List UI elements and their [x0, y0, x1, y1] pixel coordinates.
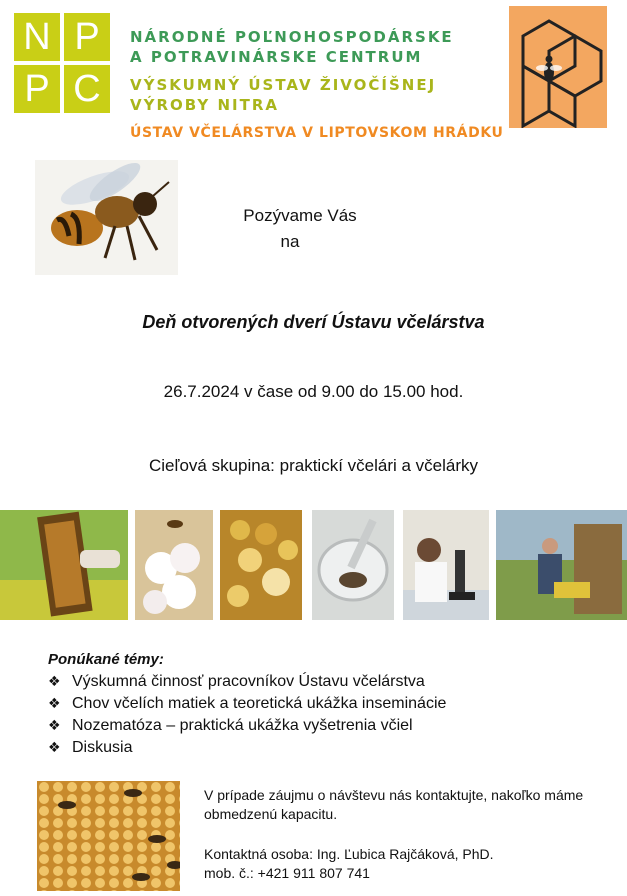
list-item	[48, 671, 446, 693]
list-item	[48, 715, 446, 737]
topics-list	[48, 671, 446, 759]
org-name-line1: NÁRODNÉ POĽNOHOSPODÁRSKE	[130, 28, 454, 46]
target-group: Cieľová skupina: praktickí včelári a včelárky	[148, 456, 479, 475]
bee-hexagon-logo	[509, 6, 607, 128]
topic-text: Diskusia	[72, 739, 133, 756]
nppc-logo	[14, 13, 110, 113]
photo-microscope	[403, 510, 489, 620]
department-name: ÚSTAV VČELÁRSTVA V LIPTOVSKOM HRÁDKU	[130, 125, 504, 141]
institute-name-line1: VÝSKUMNÝ ÚSTAV ŽIVOČÍŠNEJ	[130, 76, 437, 94]
diamond-bullet-icon: ❖	[48, 740, 61, 756]
logo-letter-p2: P	[14, 65, 60, 113]
diamond-bullet-icon: ❖	[48, 674, 61, 690]
logo-letter-c: C	[64, 65, 110, 113]
bee-photo	[35, 160, 178, 275]
diamond-bullet-icon: ❖	[48, 696, 61, 712]
topic-text: Chov včelích matiek a teoretická ukážka inseminácie	[72, 695, 447, 712]
invitation-line2: na	[280, 232, 300, 251]
logo-letter-n: N	[14, 13, 60, 61]
diamond-bullet-icon: ❖	[48, 718, 61, 734]
photo-honeycomb-pollen	[220, 510, 302, 620]
list-item	[48, 737, 446, 759]
contact-note-line2: obmedzenú kapacitu.	[204, 806, 338, 822]
photo-honey-frame	[0, 510, 128, 620]
contact-phone: mob. č.: +421 911 807 741	[204, 865, 370, 881]
topics-heading: Ponúkané témy:	[48, 651, 164, 668]
topic-text: Výskumná činnosť pracovníkov Ústavu včelárstva	[72, 673, 425, 690]
event-date: 26.7.2024 v čase od 9.00 do 15.00 hod.	[163, 382, 464, 401]
photo-beekeeper-hives	[496, 510, 627, 620]
invitation-line1: Pozývame Vás	[243, 206, 357, 225]
event-title: Deň otvorených dverí Ústavu včelárstva	[142, 312, 485, 332]
topic-text: Nozematóza – praktická ukážka vyšetrenia včiel	[72, 717, 413, 734]
institute-name-line2: VÝROBY NITRA	[130, 96, 279, 114]
logo-letter-p1: P	[64, 13, 110, 61]
photo-honeycomb-bees	[37, 781, 180, 891]
org-name-line2: A POTRAVINÁRSKE CENTRUM	[130, 48, 423, 66]
photo-blossom-bee	[135, 510, 213, 620]
list-item	[48, 693, 446, 715]
photo-mortar-bees	[312, 510, 394, 620]
contact-person: Kontaktná osoba: Ing. Ľubica Rajčáková, PhD.	[204, 846, 494, 862]
contact-note-line1: V prípade záujmu o návštevu nás kontaktujte, nakoľko máme	[204, 787, 584, 803]
invitation-text	[170, 203, 430, 255]
